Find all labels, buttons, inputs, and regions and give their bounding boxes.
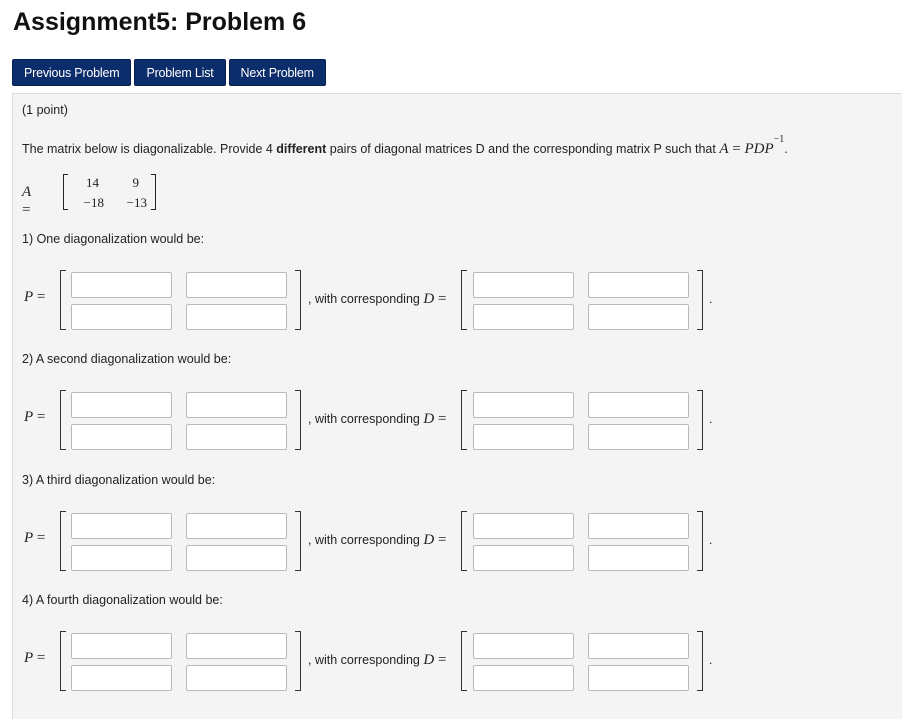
p-symbol: P [24,650,34,666]
p-entry-1-2[interactable] [186,272,287,298]
equation-end: . [784,142,788,157]
corresponding-text [308,291,446,308]
p-entry-2-2[interactable] [186,424,287,450]
d-entry-2-1[interactable] [473,665,574,691]
p-right-bracket [295,511,301,571]
p-symbol: P [24,409,34,425]
p-left-bracket [60,511,66,571]
p-entry-1-1[interactable] [71,633,172,659]
corr-label: , with corresponding [308,292,424,306]
p-entry-2-2[interactable] [186,545,287,571]
d-entry-1-2[interactable] [588,633,689,659]
matrix-a-left-bracket [63,174,68,210]
d-right-bracket [697,270,703,330]
d-entry-2-2[interactable] [588,304,689,330]
points-label: (1 point) [22,103,68,117]
statement-bold: different [276,142,327,157]
d-right-bracket [697,511,703,571]
d-entry-2-1[interactable] [473,545,574,571]
p-left-bracket [60,631,66,691]
matrix-a-equals: = [22,202,31,218]
p-right-bracket [295,270,301,330]
diagonalization-3 [13,473,902,553]
p-label [24,649,45,667]
diagonalization-1 [13,232,902,312]
p-entry-1-2[interactable] [186,392,287,418]
matrix-a-cell: 9 [132,175,139,190]
matrix-a-cell: −13 [126,195,147,210]
diagonalization-heading: 4) A fourth diagonalization would be: [22,593,223,607]
p-equals: = [33,289,46,305]
d-equals: = [434,652,447,668]
d-left-bracket [461,270,467,330]
diagonalization-2 [13,352,902,432]
period: . [709,412,713,426]
p-right-bracket [295,631,301,691]
d-left-bracket [461,390,467,450]
next-problem-button[interactable]: Next Problem [229,59,326,86]
p-equals: = [33,650,46,666]
statement-pre: The matrix below is diagonalizable. Provide 4 [22,142,277,157]
diagonalization-heading: 1) One diagonalization would be: [22,232,205,246]
d-entry-2-2[interactable] [588,545,689,571]
p-entry-2-1[interactable] [71,424,172,450]
p-entry-2-2[interactable] [186,304,287,330]
corresponding-text [308,411,446,428]
d-entry-2-2[interactable] [588,424,689,450]
d-equals: = [434,291,447,307]
d-entry-1-2[interactable] [588,392,689,418]
d-entry-1-1[interactable] [473,392,574,418]
corr-label: , with corresponding [308,533,424,547]
diagonalization-heading: 2) A second diagonalization would be: [22,352,232,366]
p-entry-1-1[interactable] [71,392,172,418]
d-entry-2-1[interactable] [473,304,574,330]
d-symbol: D [423,652,435,668]
period: . [709,292,713,306]
p-label [24,408,45,426]
d-entry-2-2[interactable] [588,665,689,691]
matrix-a-symbol: A [22,184,32,200]
matrix-a-cell: −18 [83,195,104,210]
p-symbol: P [24,289,34,305]
problem-navigation [12,59,326,86]
previous-problem-button[interactable]: Previous Problem [12,59,131,86]
matrix-a-label [22,183,31,219]
p-label [24,288,45,306]
equation-exponent: −1 [773,134,785,145]
period: . [709,533,713,547]
p-right-bracket [295,390,301,450]
p-equals: = [33,530,46,546]
d-entry-1-1[interactable] [473,272,574,298]
corr-label: , with corresponding [308,653,424,667]
d-right-bracket [697,390,703,450]
d-symbol: D [423,411,435,427]
d-entry-1-2[interactable] [588,272,689,298]
d-left-bracket [461,631,467,691]
d-right-bracket [697,631,703,691]
page-title: Assignment5: Problem 6 [13,8,307,36]
p-entry-2-1[interactable] [71,545,172,571]
corresponding-text [308,532,446,549]
corresponding-text [308,652,446,669]
d-equals: = [434,532,447,548]
p-entry-1-1[interactable] [71,272,172,298]
d-equals: = [434,411,447,427]
p-label [24,529,45,547]
d-entry-1-1[interactable] [473,513,574,539]
statement-post: pairs of diagonal matrices D and the corresponding matrix P such that [326,142,720,157]
p-entry-1-1[interactable] [71,513,172,539]
d-entry-1-2[interactable] [588,513,689,539]
matrix-a-cell: 14 [86,175,99,190]
p-entry-1-2[interactable] [186,633,287,659]
diagonalization-heading: 3) A third diagonalization would be: [22,473,216,487]
d-symbol: D [423,291,435,307]
matrix-a-right-bracket [151,174,156,210]
p-left-bracket [60,270,66,330]
p-left-bracket [60,390,66,450]
d-left-bracket [461,511,467,571]
d-symbol: D [423,532,435,548]
problem-statement [22,134,788,158]
equation-eq: = [728,141,745,158]
p-entry-1-2[interactable] [186,513,287,539]
d-entry-1-1[interactable] [473,633,574,659]
equation-lhs: A [719,141,729,158]
problem-list-button[interactable]: Problem List [134,59,225,86]
period: . [709,653,713,667]
p-entry-2-2[interactable] [186,665,287,691]
corr-label: , with corresponding [308,412,424,426]
p-symbol: P [24,530,34,546]
d-entry-2-1[interactable] [473,424,574,450]
p-entry-2-1[interactable] [71,304,172,330]
p-equals: = [33,409,46,425]
problem-body [12,93,902,719]
p-entry-2-1[interactable] [71,665,172,691]
equation-rhs: PDP [744,141,774,158]
diagonalization-4 [13,593,902,673]
